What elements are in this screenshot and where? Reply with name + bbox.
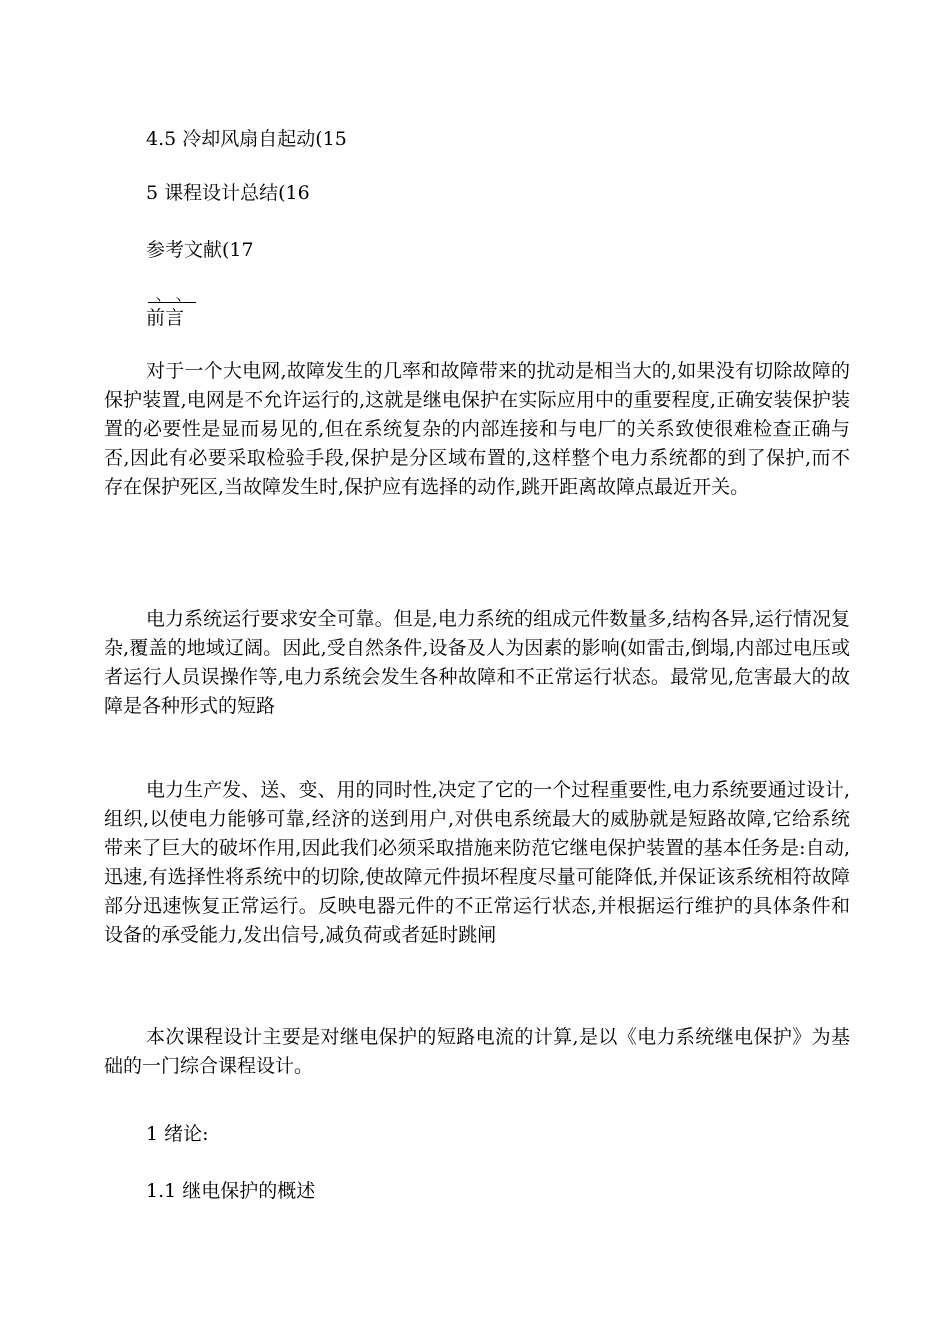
toc-item-references: 参考文献(17 (146, 239, 254, 261)
section-heading-1-1: 1.1 继电保护的概述 (146, 1180, 316, 1202)
heading-mark: 丶 (152, 293, 165, 307)
preface-title: 前言 (146, 307, 185, 329)
preface-paragraph-4: 本次课程设计主要是对继电保护的短路电流的计算,是以《电力系统继电保护》为基础的一门综合课程设计。 (104, 1026, 850, 1077)
preface-heading (146, 294, 206, 334)
heading-mark: 丶 (172, 293, 185, 307)
preface-paragraph-2: 电力系统运行要求安全可靠。但是,电力系统的组成元件数量多,结构各异,运行情况复杂,覆盖的地域辽阔。因此,受自然条件,设备及人为因素的影响(如雷击,倒塌,内部过电压或者运行人员误操作等,电力系统会发生各种故障和不正常运行状态。最常见,危害最大的故障是各种形式的短路 (104, 608, 850, 717)
toc-item-5: 5 课程设计总结(16 (146, 182, 310, 204)
section-heading-1: 1 绪论: (146, 1123, 209, 1145)
preface-paragraph-3: 电力生产发、送、变、用的同时性,决定了它的一个过程重要性,电力系统要通过设计,组织,以使电力能够可靠,经济的送到用户,对供电系统最大的威胁就是短路故障,它给系统带来了巨大的破坏作用,因此我们必须采取措施来防范它继电保护装置的基本任务是:自动,迅速,有选择性将系统中的切除,使故障元件损坏程度尽量可能降低,并保证该系统相符故障部分迅速恢复正常运行。反映电器元件的不正常运行状态,并根据运行维护的具体条件和设备的承受能力,发出信号,减负荷或者延时跳闸 (104, 779, 850, 946)
preface-paragraph-1: 对于一个大电网,故障发生的几率和故障带来的扰动是相当大的,如果没有切除故障的保护装置,电网是不允许运行的,这就是继电保护在实际应用中的重要程度,正确安装保护装置的必要性是显而易见的,但在系统复杂的内部连接和与电厂的关系致使很难检查正确与否,因此有必要采取检验手段,保护是分区域布置的,这样整个电力系统都的到了保护,而不存在保护死区,当故障发生时,保护应有选择的动作,跳开距离故障点最近开关。 (104, 360, 850, 498)
toc-item-4-5: 4.5 冷却风扇自起动(15 (146, 128, 347, 150)
